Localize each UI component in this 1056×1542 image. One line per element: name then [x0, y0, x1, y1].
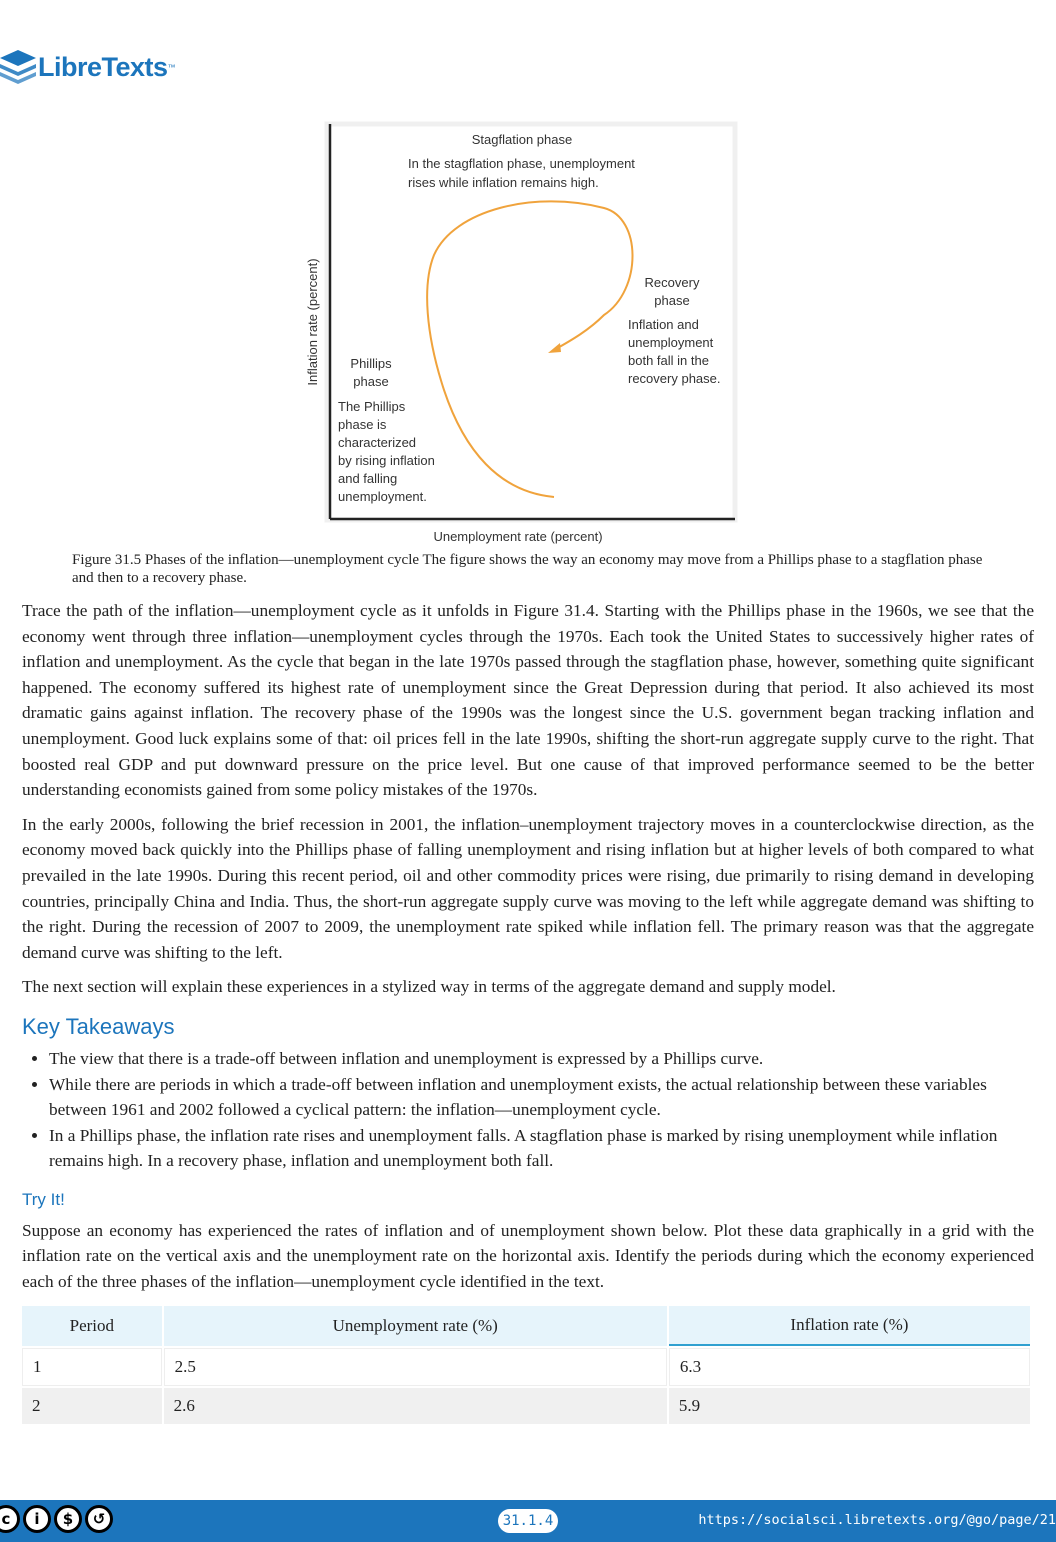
phillips-title-line1: Phillips: [350, 356, 392, 371]
license-icons[interactable]: [0, 1505, 116, 1533]
recovery-title-line2: phase: [654, 293, 690, 308]
cc-icon: c: [0, 1505, 20, 1533]
try-it-text: Suppose an economy has experienced the rates of inflation and of unemployment shown below. Plot these data graphically in a grid with the inflation rate on the vertical axis and the unemployment rate on the horizontal axis. Identify the periods during which the economy experienced each of the three phases of the inflation—unemployment cycle identified in the text.: [22, 1220, 1034, 1292]
list-item: • In a Phillips phase, the inflation rate rises and unemployment falls. A stagflation phase is marked by rising unemployment while inflation remains high. In a recovery phase, inflation and unemployment both fall.: [49, 1123, 1034, 1174]
table-cell: 1: [22, 1348, 162, 1386]
phillips-desc-line5: and falling: [338, 471, 398, 486]
stagflation-desc-line2: rises while inflation remains high.: [408, 175, 599, 190]
table-header-row: [22, 1306, 1030, 1346]
header-unemployment-rate[interactable]: Unemployment rate (%): [164, 1306, 667, 1346]
libretexts-logo[interactable]: [0, 42, 176, 92]
stagflation-title: Stagflation phase: [471, 132, 573, 147]
paragraph-1: Trace the path of the inflation—unemployment cycle as it unfolds in Figure 31.4. Starting with the Phillips phase in the 1960s, we see that the economy went through three inflation—unemployment cycles through the 1970s. Each took the United States to successively higher rates of inflation and unemployment. As the cycle that began in the late 1970s passed through the stagflation phase, however, something quite significant happened. The economy suffered its highest rate of unemployment since the Great Depression during that period. It also achieved its most dramatic gains against inflation. The recovery phase of the 1990s was the longest since the U.S. government began tracking inflation and unemployment. Good luck explains some of that: oil prices fell in the late 1990s, shifting the short-run aggregate supply curve to the right. That boosted real GDP and put downward pressure on the price level. But one cause of that improved performance seemed to be the better understanding economists gained from some policy mistakes of the 1970s.: [22, 601, 1034, 800]
key-takeaways-heading: Key Takeaways: [22, 1013, 175, 1039]
header-inflation-rate[interactable]: Inflation rate (%): [669, 1306, 1030, 1346]
key-takeaways-list: [22, 1046, 1034, 1174]
libretexts-logo-icon: [0, 42, 36, 92]
logo-trademark: ™: [167, 62, 176, 72]
table-cell: 6.3: [669, 1348, 1030, 1386]
y-axis-label: Inflation rate (percent): [305, 258, 320, 386]
sa-icon: ↺: [85, 1505, 113, 1533]
table-row: [22, 1388, 1030, 1424]
try-it-heading: Try It!: [22, 1189, 65, 1209]
table-cell: 2: [22, 1388, 162, 1424]
by-icon: i: [23, 1505, 51, 1533]
table-row: [22, 1348, 1030, 1386]
phillips-desc-line6: unemployment.: [338, 489, 427, 504]
nc-icon: $: [54, 1505, 82, 1533]
inflation-unemployment-cycle-figure: [304, 110, 752, 548]
recovery-desc-line3: both fall in the: [628, 353, 709, 368]
header-period[interactable]: Period: [22, 1306, 162, 1346]
page-number-badge: 31.1.4: [498, 1509, 558, 1533]
list-item: • While there are periods in which a trade-off between inflation and unemployment exists, the actual relationship between these variables between 1961 and 2002 followed a cyclical pattern: the inflation—unemployment cycle.: [49, 1072, 1034, 1123]
recovery-desc-line1: Inflation and: [628, 317, 699, 332]
data-table: [20, 1304, 1032, 1426]
stagflation-desc-line1: In the stagflation phase, unemployment: [408, 156, 635, 171]
list-item: • The view that there is a trade-off between inflation and unemployment is expressed by a Phillips curve.: [49, 1046, 1034, 1072]
phillips-desc-line2: phase is: [338, 417, 387, 432]
recovery-title-line1: Recovery: [644, 275, 700, 290]
phillips-desc-line4: by rising inflation: [338, 453, 435, 468]
paragraph-2: In the early 2000s, following the brief recession in 2001, the inflation–unemployment trajectory moves in a counterclockwise direction, as the economy moved back quickly into the Phillips phase of falling unemployment and rising inflation but at higher levels of both compared to what prevailed in the late 1990s. During this recent period, oil and other commodity prices were rising, due primarily to rising demand in developing countries, principally China and India. Thus, the short-run aggregate supply curve was moving to the left while aggregate demand was shifting to the right. During the recession of 2007 to 2009, the unemployment rate spiked while inflation fell. The primary reason was that the aggregate demand curve was shifting to the left.: [22, 814, 1034, 962]
phillips-desc-line3: characterized: [338, 435, 417, 450]
paragraph-3: The next section will explain these experiences in a stylized way in terms of the aggregate demand and supply model.: [22, 977, 836, 997]
table-cell: 5.9: [669, 1388, 1030, 1424]
figure-caption: Figure 31.5 Phases of the inflation—unemployment cycle The figure shows the way an economy may move from a Phillips phase to a stagflation phase and then to a recovery phase.: [72, 552, 983, 586]
phillips-desc-line1: The Phillips: [338, 399, 406, 414]
page-footer: [0, 1500, 1056, 1542]
recovery-desc-line4: recovery phase.: [628, 371, 721, 386]
main-content: [22, 598, 1034, 1426]
page-url-link[interactable]: https://socialsci.libretexts.org/@go/page/21: [698, 1512, 1056, 1528]
phillips-title-line2: phase: [353, 374, 389, 389]
logo-text: LibreTexts: [38, 51, 168, 82]
table-cell: 2.6: [164, 1388, 667, 1424]
table-cell: 2.5: [164, 1348, 667, 1386]
recovery-desc-line2: unemployment: [628, 335, 714, 350]
x-axis-label: Unemployment rate (percent): [433, 529, 603, 544]
